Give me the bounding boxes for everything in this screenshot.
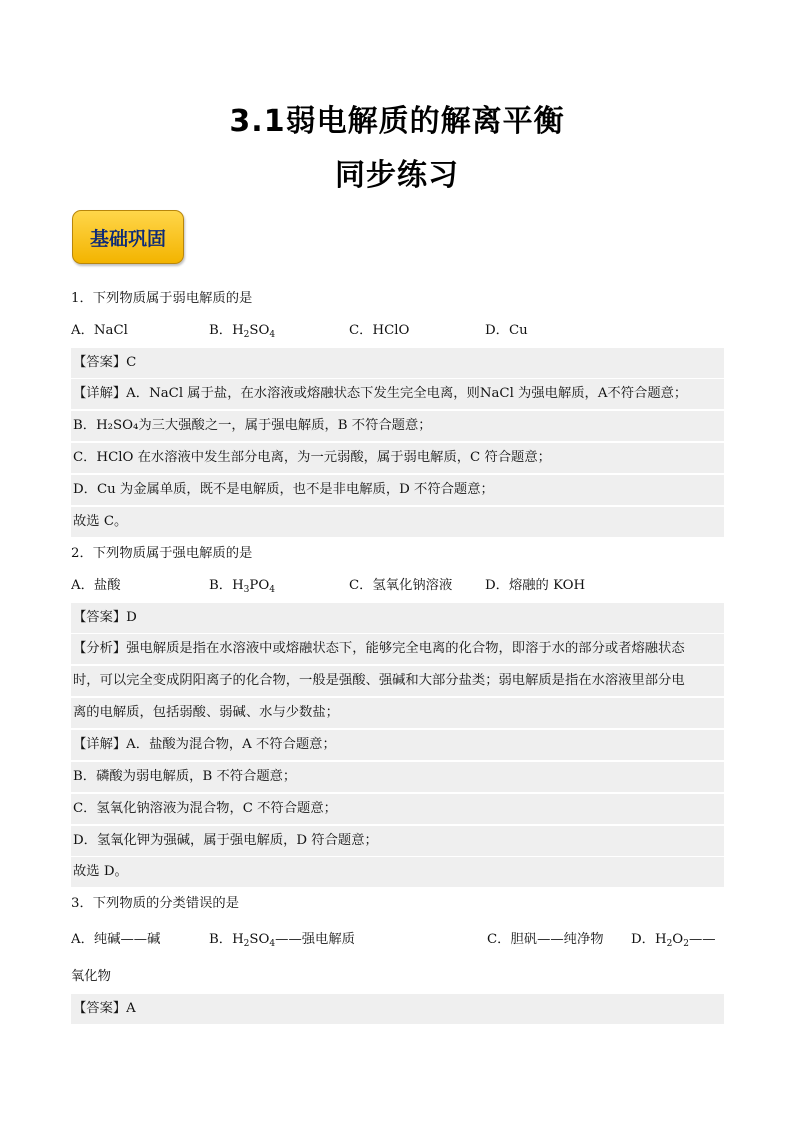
- detail-2-line-3: C．氢氧化钠溶液为混合物，C 不符合题意；: [71, 794, 724, 824]
- option-d: D．$H_2O_2——$: [631, 932, 716, 949]
- detail-2-line-2: B．磷酸为弱电解质，B 不符合题意；: [71, 762, 724, 792]
- option-b: B．$H_2SO_4$: [209, 323, 276, 340]
- question-3-option-d-wrap: 氧化物: [71, 969, 111, 984]
- option-c: C．氢氧化钠溶液: [349, 578, 453, 593]
- answer-2: 【答案】D: [71, 603, 724, 633]
- question-3-options: [71, 925, 724, 955]
- detail-2-line-4: D．氢氧化钾为强碱，属于强电解质，D 符合题意；: [71, 826, 724, 856]
- page-subtitle: 同步练习: [335, 158, 459, 193]
- question-2-options: [71, 571, 724, 601]
- analysis-2-line-2: 时，可以完全变成阴阳离子的化合物，一般是强酸、强碱和大部分盐类；弱电解质是指在水溶液里部分电: [71, 666, 724, 696]
- answer-1: 【答案】C: [71, 348, 724, 378]
- detail-2-line-1: 【详解】A．盐酸为混合物，A 不符合题意；: [71, 730, 724, 760]
- option-b: B．$H_3PO_4$: [209, 578, 275, 595]
- detail-1-line-3: C．HClO 在水溶液中发生部分电离，为一元弱酸，属于弱电解质，C 符合题意；: [71, 443, 724, 473]
- option-c: C．胆矾——纯净物: [487, 932, 604, 947]
- analysis-2-line-1: 【分析】强电解质是指在水溶液中或熔融状态下，能够完全电离的化合物，即溶于水的部分或者熔融状态: [71, 634, 724, 664]
- analysis-2-line-3: 离的电解质，包括弱酸、弱碱、水与少数盐；: [71, 698, 724, 728]
- detail-1-line-1: 【详解】A．NaCl 属于盐，在水溶液或熔融状态下发生完全电离，则NaCl 为强电解质，A不符合题意；: [71, 379, 724, 409]
- page-title: 3.1弱电解质的解离平衡: [229, 104, 565, 139]
- option-b: B．$H_2SO_4——$强电解质: [209, 932, 355, 949]
- option-c: C．HClO: [349, 323, 410, 338]
- question-1-stem: 1．下列物质属于弱电解质的是: [71, 291, 253, 306]
- option-a: A．NaCl: [71, 323, 128, 338]
- detail-1-line-5: 故选 C。: [71, 507, 724, 537]
- option-d: D．Cu: [485, 323, 528, 338]
- question-2-stem: 2．下列物质属于强电解质的是: [71, 546, 253, 561]
- question-3-stem: 3．下列物质的分类错误的是: [71, 896, 240, 911]
- detail-2-line-5: 故选 D。: [71, 857, 724, 887]
- detail-1-line-2: B．H₂SO₄为三大强酸之一，属于强电解质，B 不符合题意；: [71, 411, 724, 441]
- detail-1-line-4: D．Cu 为金属单质，既不是电解质，也不是非电解质，D 不符合题意；: [71, 475, 724, 505]
- question-1-options: [71, 316, 724, 346]
- section-badge: 基础巩固: [72, 210, 184, 264]
- option-a: A．盐酸: [71, 578, 121, 593]
- option-d: D．熔融的 KOH: [485, 578, 586, 593]
- answer-3: 【答案】A: [71, 994, 724, 1024]
- option-a: A．纯碱——碱: [71, 932, 161, 947]
